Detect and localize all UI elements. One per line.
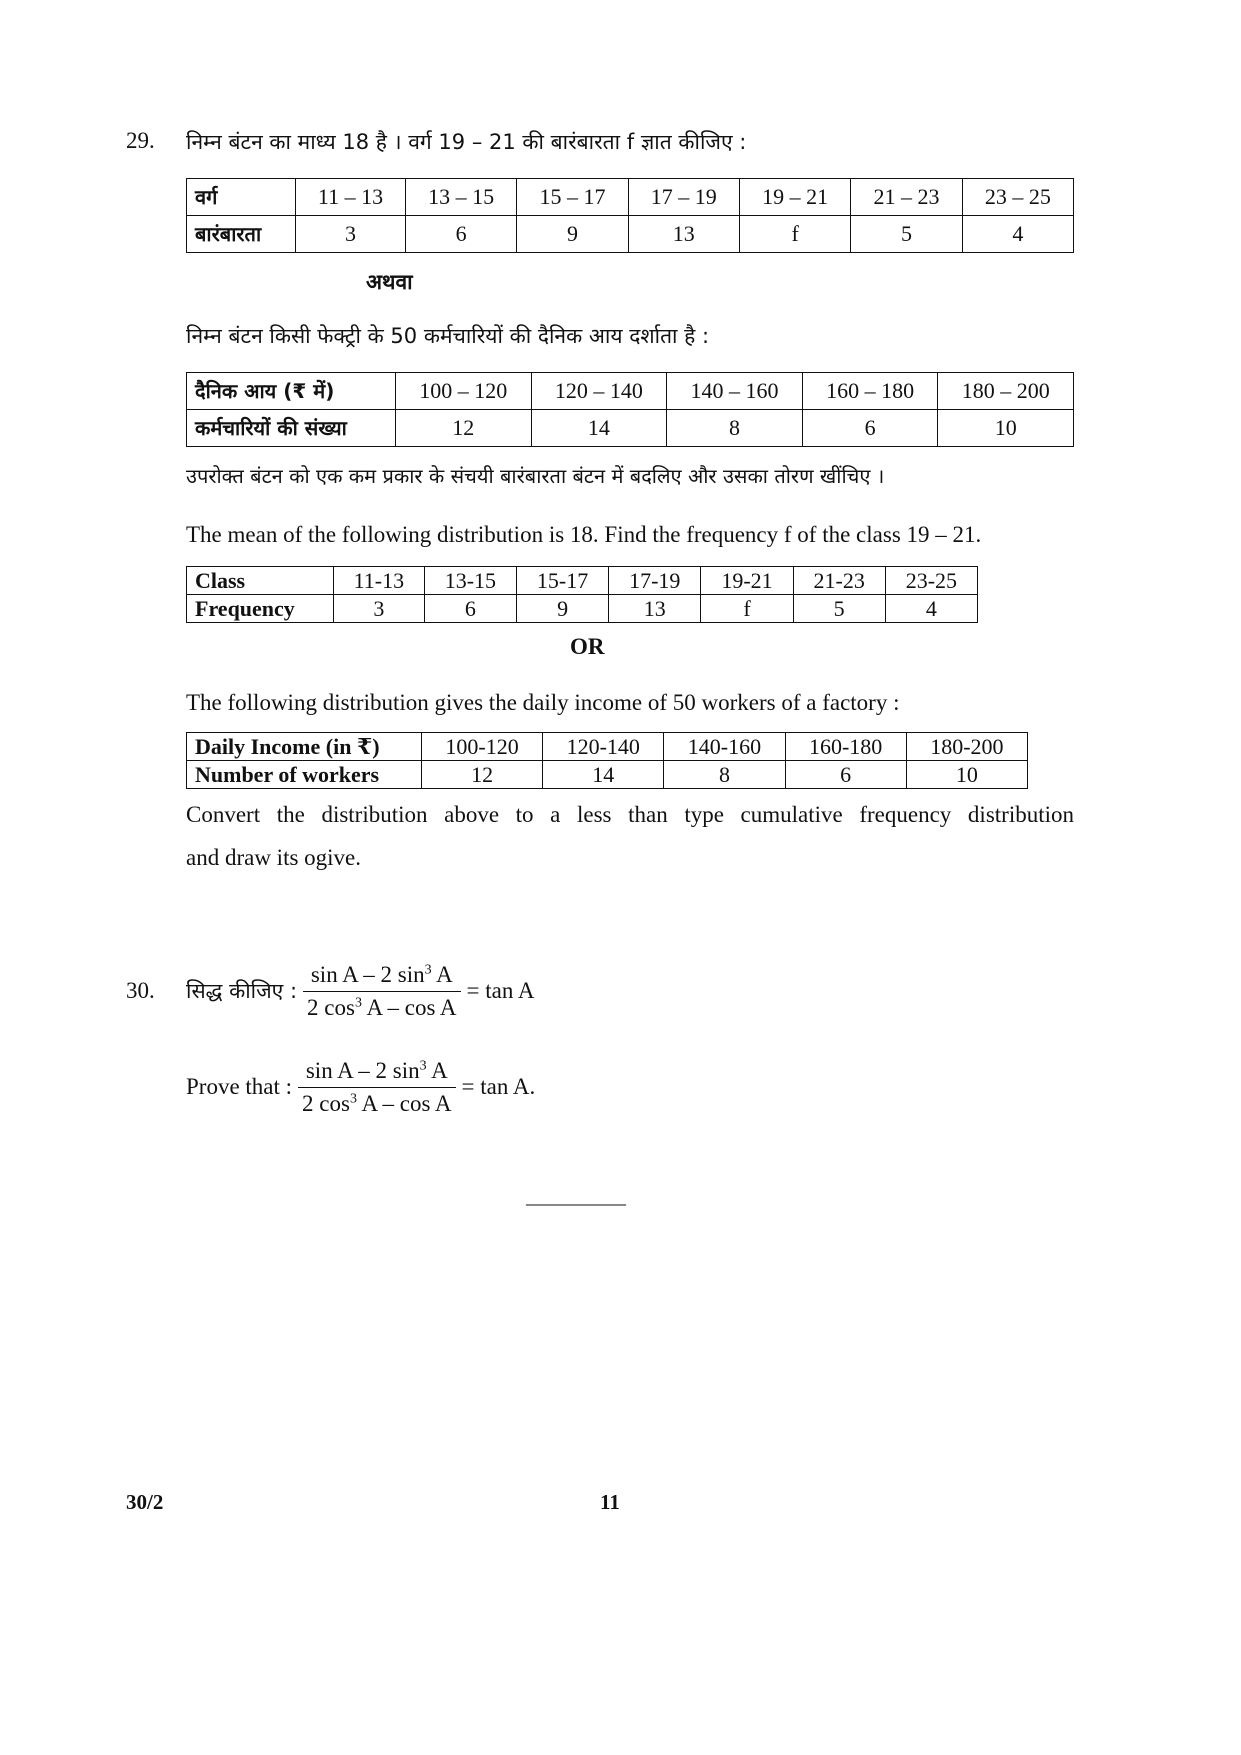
table-cell: 5: [793, 595, 885, 623]
q29-english-instruction-line1: Convert the distribution above to a less than type cumulative frequency distribution: [186, 802, 1074, 827]
table-cell: 10: [906, 761, 1027, 789]
table-cell: 140 – 160: [667, 373, 803, 410]
table-row-label: बारंबारता: [187, 216, 296, 253]
table-cell: 160 – 180: [802, 373, 938, 410]
table-cell: 9: [517, 216, 628, 253]
table-cell: 21-23: [793, 567, 885, 595]
table-row: [187, 595, 978, 623]
table-cell: 6: [424, 595, 516, 623]
table-cell: 21 – 23: [851, 179, 962, 216]
table-cell: 160-180: [785, 733, 906, 761]
table-cell: 6: [405, 216, 516, 253]
page-number: 11: [600, 1490, 620, 1514]
table-cell: 9: [516, 595, 608, 623]
table-cell: 12: [422, 761, 543, 789]
table-cell: 3: [296, 216, 406, 253]
table-row: [187, 410, 1074, 447]
table-cell: 13: [628, 216, 739, 253]
q29-english-income-table: [186, 732, 1028, 789]
table-cell: 180-200: [906, 733, 1027, 761]
q30-number: 30.: [126, 978, 155, 1003]
q30-hindi-rhs: = tan A: [466, 978, 535, 1003]
table-cell: 14: [531, 410, 667, 447]
table-cell: 13: [609, 595, 701, 623]
q29-english-instruction-line2: and draw its ogive.: [186, 845, 362, 870]
table-cell: 19-21: [701, 567, 793, 595]
table-cell: 13-15: [424, 567, 516, 595]
table-cell: 10: [938, 410, 1074, 447]
fraction-numerator: sin A – 2 $\sin^3 A$: [303, 962, 461, 992]
fraction-numerator: sin A – 2 $\sin^3 A$: [298, 1058, 456, 1088]
end-rule: __________: [526, 1186, 626, 1208]
table-cell: 120-140: [543, 733, 664, 761]
q30-english-statement: [186, 1052, 535, 1122]
fraction-denominator: 2 $\cos^3 A$ – cos A: [302, 1090, 452, 1116]
table-cell: 11 – 13: [296, 179, 406, 216]
q29-number: 29.: [126, 128, 155, 153]
q29-hindi-question: निम्न बंटन का माध्य 18 है । वर्ग 19 – 21 की बारंबारता f ज्ञात कीजिए :: [186, 130, 747, 154]
table-cell: 13 – 15: [405, 179, 516, 216]
table-header-row: [187, 567, 978, 595]
table-cell: 120 – 140: [531, 373, 667, 410]
table-cell: 3: [334, 595, 425, 623]
table-cell: 8: [667, 410, 803, 447]
table-cell: 4: [885, 595, 977, 623]
table-header-label: Daily Income (in ₹): [187, 733, 422, 761]
table-header-row: [187, 733, 1028, 761]
paper-code: 30/2: [126, 1490, 164, 1514]
table-cell: 140-160: [664, 733, 785, 761]
table-cell: f: [739, 216, 850, 253]
table-header-row: [187, 373, 1074, 410]
table-header-row: [187, 179, 1074, 216]
table-cell: 15 – 17: [517, 179, 628, 216]
fraction: [303, 962, 461, 1021]
q30-english-rhs: = tan A.: [461, 1074, 536, 1099]
q29-hindi-income-table: [186, 372, 1074, 447]
table-row-label: कर्मचारियों की संख्या: [187, 410, 396, 447]
table-cell: 15-17: [516, 567, 608, 595]
table-cell: 8: [664, 761, 785, 789]
table-cell: 12: [396, 410, 532, 447]
table-cell: 6: [785, 761, 906, 789]
fraction: [298, 1058, 456, 1117]
table-cell: 14: [543, 761, 664, 789]
table-row-label: Frequency: [187, 595, 334, 623]
table-cell: f: [701, 595, 793, 623]
table-row: [187, 216, 1074, 253]
q30-hindi-statement: [186, 956, 534, 1026]
q29-english-question: The mean of the following distribution is 18. Find the frequency f of the class 19 – 21.: [186, 522, 982, 547]
q29-english-or: OR: [570, 634, 605, 659]
q29-english-alt-question: The following distribution gives the daily income of 50 workers of a factory :: [186, 690, 900, 715]
table-cell: 6: [802, 410, 938, 447]
table-cell: 180 – 200: [938, 373, 1074, 410]
table-row-label: Number of workers: [187, 761, 422, 789]
table-row: [187, 761, 1028, 789]
table-cell: 23 – 25: [962, 179, 1073, 216]
table-cell: 5: [851, 216, 962, 253]
q30-english-prefix: Prove that :: [186, 1074, 293, 1099]
q29-hindi-instruction: उपरोक्त बंटन को एक कम प्रकार के संचयी बारंबारता बंटन में बदलिए और उसका तोरण खींचिए ।: [186, 464, 885, 488]
q29-hindi-class-table: [186, 178, 1074, 253]
table-header-label: Class: [187, 567, 334, 595]
table-cell: 17 – 19: [628, 179, 739, 216]
table-cell: 11-13: [334, 567, 425, 595]
table-cell: 100 – 120: [396, 373, 532, 410]
q29-english-class-table: [186, 566, 978, 623]
table-header-label: वर्ग: [187, 179, 296, 216]
q29-hindi-or: अथवा: [366, 270, 413, 294]
table-header-label: दैनिक आय (₹ में): [187, 373, 396, 410]
q30-hindi-prefix: सिद्ध कीजिए :: [186, 979, 298, 1003]
table-cell: 23-25: [885, 567, 977, 595]
q29-hindi-alt-question: निम्न बंटन किसी फेक्ट्री के 50 कर्मचारियों की दैनिक आय दर्शाता है :: [186, 324, 710, 348]
table-cell: 17-19: [609, 567, 701, 595]
fraction-denominator: 2 $\cos^3 A$ – cos A: [307, 994, 457, 1020]
table-cell: 100-120: [422, 733, 543, 761]
table-cell: 4: [962, 216, 1073, 253]
table-cell: 19 – 21: [739, 179, 850, 216]
